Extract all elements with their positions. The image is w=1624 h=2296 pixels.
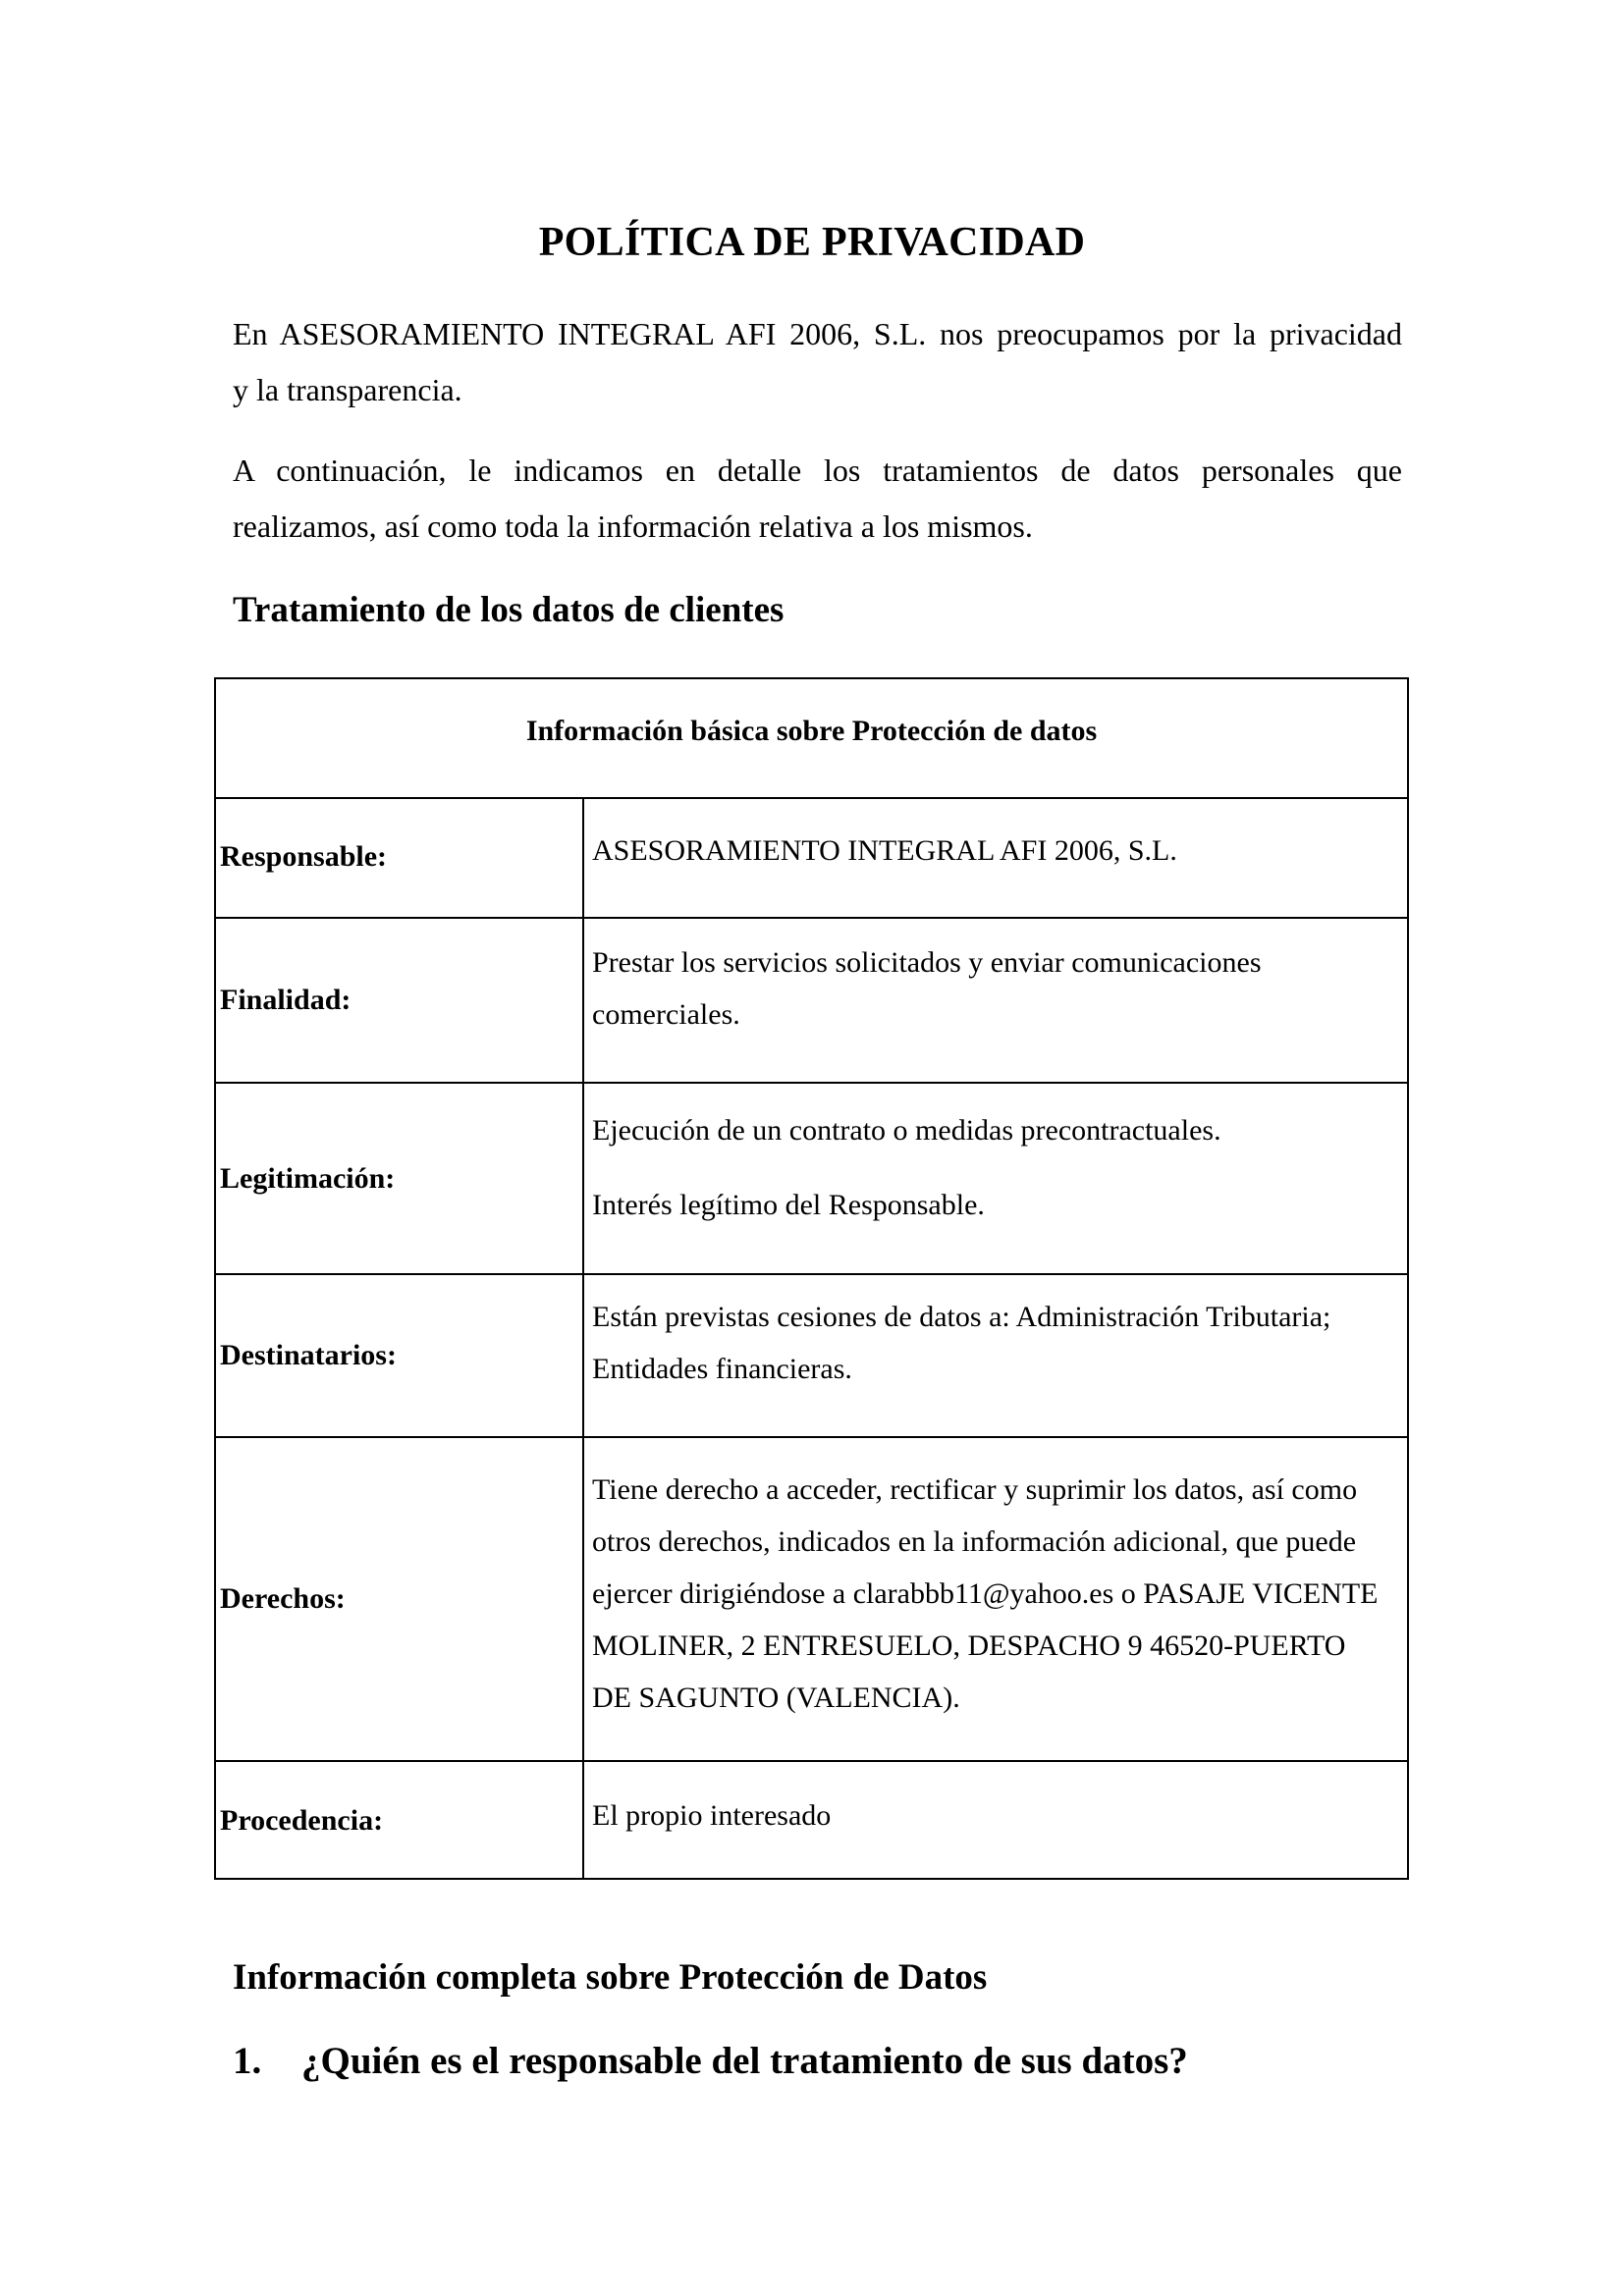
row-value-line: DE SAGUNTO (VALENCIA).: [592, 1682, 960, 1714]
row-value: [584, 1762, 1407, 1880]
table-row-responsable: [216, 797, 1407, 919]
row-value-line: Ejecución de un contrato o medidas precontractuales.: [592, 1114, 1221, 1147]
row-value-line-email: ejercer dirigiéndose a clarabbb11@yahoo.es o PASAJE VICENTE: [592, 1577, 1379, 1610]
question-1-number: 1.: [233, 2040, 262, 2082]
row-label: [216, 1275, 584, 1436]
row-label-text: Responsable:: [220, 840, 388, 873]
row-value-line: Están previstas cesiones de datos a: Administración Tributaria;: [592, 1301, 1331, 1333]
row-value-line: Entidades financieras.: [592, 1353, 852, 1385]
table-row-procedencia: [216, 1762, 1407, 1880]
row-label: [216, 919, 584, 1082]
row-label: [216, 1762, 584, 1880]
row-label: [216, 1084, 584, 1273]
table-row-legitimacion: [216, 1084, 1407, 1275]
intro-paragraph-2: [233, 443, 1402, 555]
row-value-line: Interés legítimo del Responsable.: [592, 1189, 985, 1221]
question-1-text: ¿Quién es el responsable del tratamiento de sus datos?: [301, 2040, 1188, 2082]
row-value: [584, 919, 1407, 1082]
row-value: [584, 1084, 1407, 1273]
row-value-line: ASESORAMIENTO INTEGRAL AFI 2006, S.L.: [592, 834, 1177, 867]
section-heading-full-info: Información completa sobre Protección de Datos: [233, 1957, 988, 1998]
row-label-text: Procedencia:: [220, 1804, 384, 1837]
row-label-text: Destinatarios:: [220, 1339, 397, 1371]
row-label-text: Finalidad:: [220, 984, 352, 1016]
row-value: [584, 1438, 1407, 1760]
page-title: POLÍTICA DE PRIVACIDAD: [538, 220, 1086, 265]
row-label-text: Derechos:: [220, 1582, 346, 1615]
intro-paragraph-2-line-1: A continuación, le indicamos en detalle los tratamientos de datos personales que: [233, 453, 1402, 488]
row-label: [216, 797, 584, 917]
row-label-text: Legitimación:: [220, 1161, 396, 1195]
row-value: [584, 797, 1407, 917]
table-row-destinatarios: [216, 1275, 1407, 1438]
question-1-heading: [233, 2040, 1188, 2083]
row-value: [584, 1275, 1407, 1436]
data-protection-table: [214, 677, 1409, 1880]
table-header: [216, 679, 1407, 799]
row-label: [216, 1438, 584, 1760]
row-value-line: Tiene derecho a acceder, rectificar y suprimir los datos, así como: [592, 1473, 1358, 1506]
table-header-text: Información básica sobre Protección de datos: [525, 715, 1098, 747]
intro-paragraph-1-line-1: En ASESORAMIENTO INTEGRAL AFI 2006, S.L. nos preocupamos por la privacidad: [233, 316, 1402, 351]
row-value-line: Prestar los servicios solicitados y enviar comunicaciones: [592, 946, 1262, 979]
row-value-line: otros derechos, indicados en la información adicional, que puede: [592, 1525, 1357, 1558]
table-row-finalidad: [216, 919, 1407, 1084]
row-value-line: MOLINER, 2 ENTRESUELO, DESPACHO 9 46520-PUERTO: [592, 1629, 1346, 1662]
row-value-line: comerciales.: [592, 998, 740, 1031]
table-row-derechos: [216, 1438, 1407, 1762]
intro-paragraph-1-line-2: y la transparencia.: [233, 372, 462, 407]
row-value-line: El propio interesado: [592, 1799, 832, 1832]
section-heading-tratamiento: Tratamiento de los datos de clientes: [233, 590, 785, 630]
intro-paragraph-1: [233, 306, 1402, 418]
intro-paragraph-2-line-2: realizamos, así como toda la información relativa a los mismos.: [233, 508, 1033, 544]
